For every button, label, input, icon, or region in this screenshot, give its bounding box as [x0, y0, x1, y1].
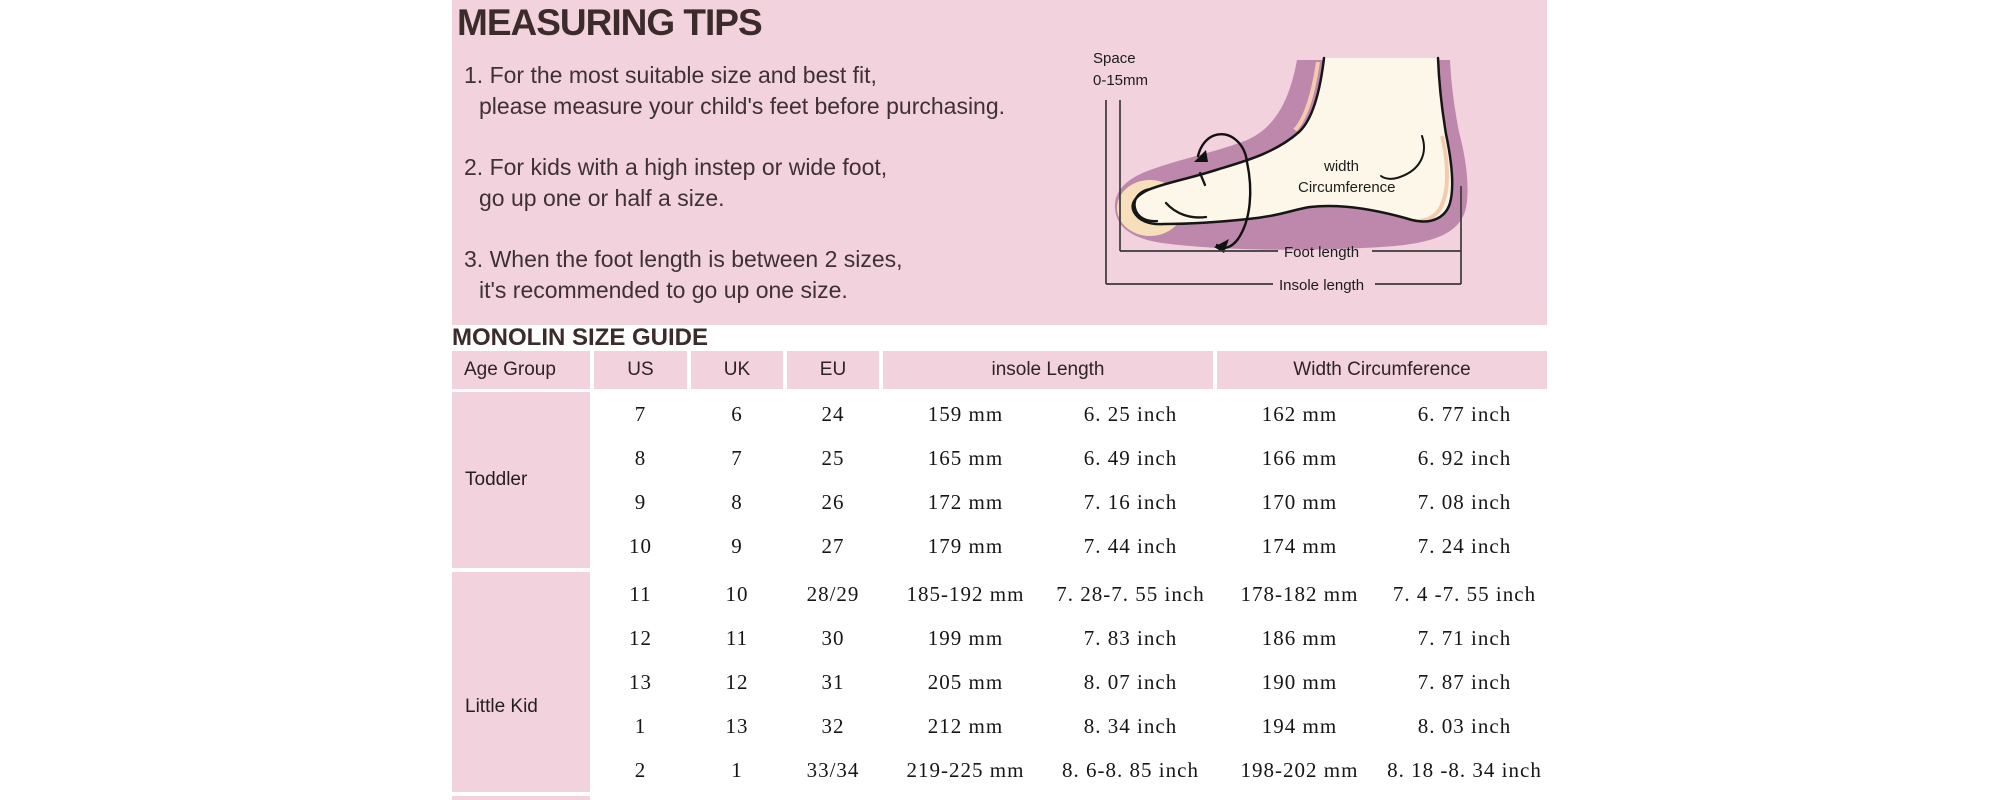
us-cell: 7: [634, 401, 647, 426]
eu-cell: 25: [821, 445, 845, 470]
insole-cell: [883, 480, 1213, 524]
tip-2-line-1: 2. For kids with a high instep or wide foot,: [464, 154, 888, 180]
toddler-rows: [594, 392, 1547, 568]
width-cell: [1217, 436, 1547, 480]
insole-inch: 7. 83 inch: [1083, 625, 1178, 650]
tip-3-line-1: 3. When the foot length is between 2 sizes,: [464, 246, 903, 272]
insole-inch: 6. 49 inch: [1083, 445, 1178, 470]
us-cell: 10: [629, 533, 652, 558]
width-inch: 8. 18 -8. 34 inch: [1387, 757, 1542, 782]
uk-cell: 1: [731, 757, 743, 782]
header-eu: EU: [787, 351, 879, 389]
width-mm: 174 mm: [1261, 533, 1338, 558]
width-mm: 166 mm: [1261, 445, 1338, 470]
insole-cell: [883, 436, 1213, 480]
table-row: [594, 704, 1547, 748]
table-row: [594, 748, 1547, 792]
us-cell: 8: [634, 445, 647, 470]
uk-cell: 10: [725, 581, 749, 606]
eu-cell: 31: [821, 669, 845, 694]
width-mm: 178-182 mm: [1240, 581, 1359, 606]
eu-cell: 28/29: [806, 581, 860, 606]
foot-length-label: Foot length: [1284, 244, 1360, 261]
measuring-tips-title: MEASURING TIPS: [457, 2, 762, 43]
table-header-row: [452, 351, 1547, 389]
eu-cell: 30: [821, 625, 845, 650]
header-us: US: [594, 351, 687, 389]
size-table: [452, 351, 1547, 800]
width-inch: 7. 87 inch: [1417, 669, 1512, 694]
tip-1-line-1: 1. For the most suitable size and best fit,: [464, 62, 877, 88]
insole-mm: 199 mm: [927, 625, 1004, 650]
measuring-tips-list: [464, 60, 1005, 336]
width-mm: 190 mm: [1261, 669, 1338, 694]
tip-item-2: [464, 152, 1005, 214]
width-cell: [1217, 572, 1547, 616]
width-mm: 170 mm: [1261, 489, 1338, 514]
size-guide-title: MONOLIN SIZE GUIDE: [452, 324, 709, 351]
tip-item-3: [464, 244, 1005, 306]
width-inch: 6. 92 inch: [1417, 445, 1512, 470]
eu-cell: 26: [821, 489, 845, 514]
width-mm: 162 mm: [1261, 401, 1338, 426]
width-cell: [1217, 392, 1547, 436]
uk-cell: 11: [725, 625, 749, 650]
tip-3-line-2: it's recommended to go up one size.: [479, 277, 848, 303]
insole-mm: 165 mm: [927, 445, 1004, 470]
width-cell: [1217, 748, 1547, 792]
insole-mm: 205 mm: [927, 669, 1004, 694]
width-inch: 8. 03 inch: [1417, 713, 1512, 738]
width-cell: [1217, 480, 1547, 524]
insole-inch: 7. 16 inch: [1083, 489, 1178, 514]
insole-mm: 219-225 mm: [906, 757, 1025, 782]
width-mm: 198-202 mm: [1240, 757, 1359, 782]
header-insole-length: insole Length: [883, 351, 1213, 389]
width-cell: [1217, 660, 1547, 704]
uk-cell: 13: [725, 713, 749, 738]
eu-cell: 33/34: [806, 757, 860, 782]
width-cell: [1217, 704, 1547, 748]
insole-cell: [883, 704, 1213, 748]
insole-mm: 179 mm: [927, 533, 1004, 558]
us-cell: 13: [629, 669, 652, 694]
width-mm: 194 mm: [1261, 713, 1338, 738]
width-cell: [1217, 524, 1547, 568]
table-row: [594, 392, 1547, 436]
insole-cell: [883, 524, 1213, 568]
space-value-label: 0-15mm: [1093, 72, 1149, 89]
width-inch: 7. 4 -7. 55 inch: [1392, 581, 1537, 606]
eu-cell: 24: [821, 401, 845, 426]
table-row: [594, 616, 1547, 660]
us-cell: 2: [634, 757, 647, 782]
age-group-label: Toddler: [452, 392, 590, 568]
width-inch: 7. 71 inch: [1417, 625, 1512, 650]
width-label: width: [1324, 158, 1360, 175]
insole-inch: 7. 44 inch: [1083, 533, 1178, 558]
us-cell: 9: [634, 489, 647, 514]
insole-inch: 8. 6-8. 85 inch: [1062, 757, 1199, 782]
uk-cell: 6: [731, 401, 743, 426]
insole-cell: [883, 616, 1213, 660]
tip-1-line-2: please measure your child's feet before purchasing.: [479, 93, 1006, 119]
eu-cell: 32: [821, 713, 845, 738]
uk-cell: 8: [731, 489, 743, 514]
foot-measurement-diagram: [1090, 40, 1510, 308]
table-row: [594, 480, 1547, 524]
age-group-label: Little Kid: [452, 572, 590, 792]
insole-cell: [883, 748, 1213, 792]
table-row: [594, 524, 1547, 568]
insole-cell: [883, 660, 1213, 704]
insole-inch: 8. 07 inch: [1083, 669, 1178, 694]
us-cell: 1: [634, 713, 647, 738]
table-row: [594, 572, 1547, 616]
insole-length-label: Insole length: [1279, 277, 1365, 294]
age-group-little-kid: [452, 572, 1547, 792]
insole-cell: [883, 572, 1213, 616]
table-row: [594, 660, 1547, 704]
header-uk: UK: [691, 351, 783, 389]
header-age-group: Age Group: [452, 351, 590, 389]
insole-mm: 185-192 mm: [906, 581, 1025, 606]
insole-cell: [883, 392, 1213, 436]
space-label: Space: [1093, 50, 1136, 67]
age-group-partial-cell: [452, 796, 590, 800]
eu-cell: 27: [821, 533, 845, 558]
insole-inch: 8. 34 inch: [1083, 713, 1178, 738]
insole-mm: 172 mm: [927, 489, 1004, 514]
uk-cell: 12: [725, 669, 749, 694]
us-cell: 11: [629, 581, 652, 606]
width-inch: 7. 24 inch: [1417, 533, 1512, 558]
insole-mm: 212 mm: [927, 713, 1004, 738]
age-group-toddler: [452, 392, 1547, 568]
tip-item-1: [464, 60, 1005, 122]
little-kid-rows: [594, 572, 1547, 792]
width-cell: [1217, 616, 1547, 660]
header-width-circumference: Width Circumference: [1217, 351, 1547, 389]
width-inch: 6. 77 inch: [1417, 401, 1512, 426]
circumference-label: Circumference: [1298, 179, 1396, 196]
insole-inch: 7. 28-7. 55 inch: [1056, 581, 1205, 606]
width-mm: 186 mm: [1261, 625, 1338, 650]
uk-cell: 7: [731, 445, 743, 470]
width-inch: 7. 08 inch: [1417, 489, 1512, 514]
tip-2-line-2: go up one or half a size.: [479, 185, 725, 211]
insole-inch: 6. 25 inch: [1083, 401, 1178, 426]
table-row: [594, 436, 1547, 480]
us-cell: 12: [629, 625, 652, 650]
uk-cell: 9: [731, 533, 743, 558]
insole-mm: 159 mm: [927, 401, 1004, 426]
age-group-partial: [452, 796, 1547, 800]
